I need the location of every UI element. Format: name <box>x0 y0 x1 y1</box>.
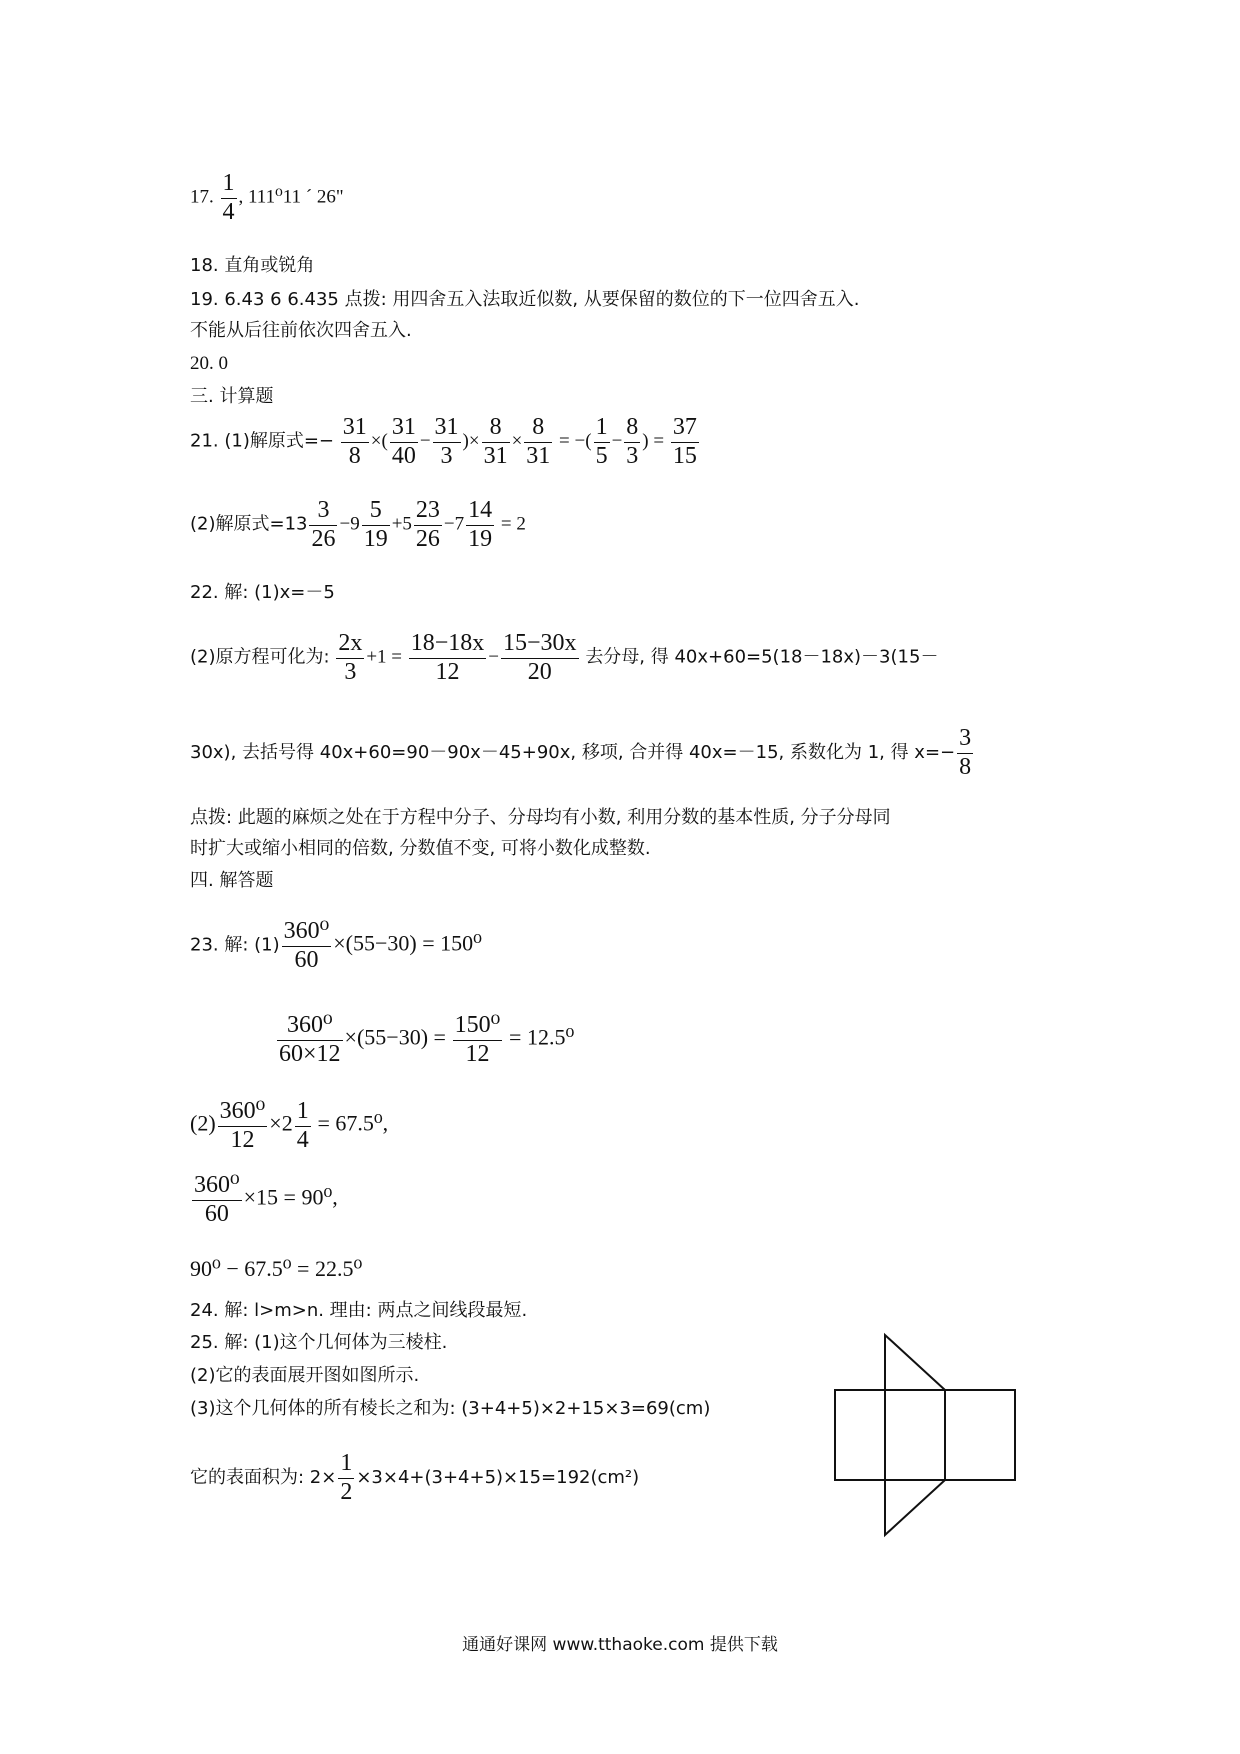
fraction: $\frac{1}{4}$ <box>222 170 235 225</box>
net-triangle-top <box>885 1335 945 1390</box>
answer-24: 24. 解: l>m>n. 理由: 两点之间线段最短. <box>190 1300 528 1321</box>
tip-line2: 时扩大或缩小相同的倍数, 分数值不变, 可将小数化成整数. <box>190 838 651 859</box>
answer-22-part1: 22. 解: (1)x=－5 <box>190 582 335 603</box>
answer-22-part2: (2)原方程可化为: $\frac{2x}{3}$ +1 = $\frac{18-18x}{12}$ − $\frac{15-30x}{20}$ 去分母, 得 40x+60=5(18－18x)－3(15－ <box>190 630 939 685</box>
answer-25-part2: (2)它的表面展开图如图所示. <box>190 1365 420 1386</box>
answer-25-part3: (3)这个几何体的所有棱长之和为: (3+4+5)×2+15×3=69(cm) <box>190 1398 711 1419</box>
net-rect-left <box>835 1390 885 1480</box>
section-4-title: 四. 解答题 <box>190 870 274 891</box>
answer-21-part1: 21. (1)解原式=− $\frac{31}{8}$ ×( $\frac{31}{40}$ − $\frac{31}{3}$ )× $\frac{8}{31}$ × $\frac{8}{31}$ = −( $\frac{1}{5}$ − $\frac{8}{3}$ ) = $\frac{37}{15}$ <box>190 414 697 469</box>
answer-18: 18. 直角或锐角 <box>190 255 315 276</box>
answer-19-line1: 19. 6.43 6 6.435 点拨: 用四舍五入法取近似数, 从要保留的数位的下一位四舍五入. <box>190 289 860 310</box>
answer-19-line2: 不能从后往前依次四舍五入. <box>190 320 412 341</box>
answer-23-line1: 23. 解: (1) $\frac{\text{360⁰}}{60}$ ×(55−30) = 150⁰ <box>190 918 482 973</box>
answer-20: 20. 0 <box>190 353 228 374</box>
answer-17: 17. $\frac{1}{4}$ , 111⁰11 ´ 26" <box>190 170 344 225</box>
net-triangle-bottom <box>885 1480 945 1535</box>
answer-25-part4: 它的表面积为: 2× $\frac{1}{2}$ ×3×4+(3+4+5)×15=192(cm²) <box>190 1450 640 1505</box>
answer-23-line2: $\frac{\text{360⁰}}{60\times 12}$ ×(55−30) = $\frac{\text{150⁰}}{12}$ = 12.5⁰ <box>279 1012 575 1067</box>
footer: 通通好课网 www.tthaoke.com 提供下载 <box>462 1635 778 1655</box>
answer-22-part3: 30x), 去括号得 40x+60=90－90x－45+90x, 移项, 合并得 40x=－15, 系数化为 1, 得 x=− $\frac{3}{8}$ <box>190 725 972 780</box>
section-3-title: 三. 计算题 <box>190 386 274 407</box>
answer-23-line3: (2) $\frac{\text{360⁰}}{12}$ ×2 $\frac{1}{4}$ = 67.5⁰, <box>190 1098 389 1153</box>
net-rect-right <box>945 1390 1015 1480</box>
answer-23-line5: 90⁰ − 67.5⁰ = 22.5⁰ <box>190 1256 363 1281</box>
answer-23-line4: $\frac{\text{360⁰}}{60}$ ×15 = 90⁰, <box>194 1172 338 1227</box>
tip-line1: 点拨: 此题的麻烦之处在于方程中分子、分母均有小数, 利用分数的基本性质, 分子分母同 <box>190 807 891 828</box>
answer-25-part1: 25. 解: (1)这个几何体为三棱柱. <box>190 1332 448 1353</box>
prism-net-diagram <box>830 1330 1030 1540</box>
answer-21-part2: (2)解原式=13 $\frac{3}{26}$ −9 $\frac{5}{19}$ +5 $\frac{23}{26}$ −7 $\frac{14}{19}$ = 2 <box>190 497 526 552</box>
net-rect-middle <box>885 1390 945 1480</box>
